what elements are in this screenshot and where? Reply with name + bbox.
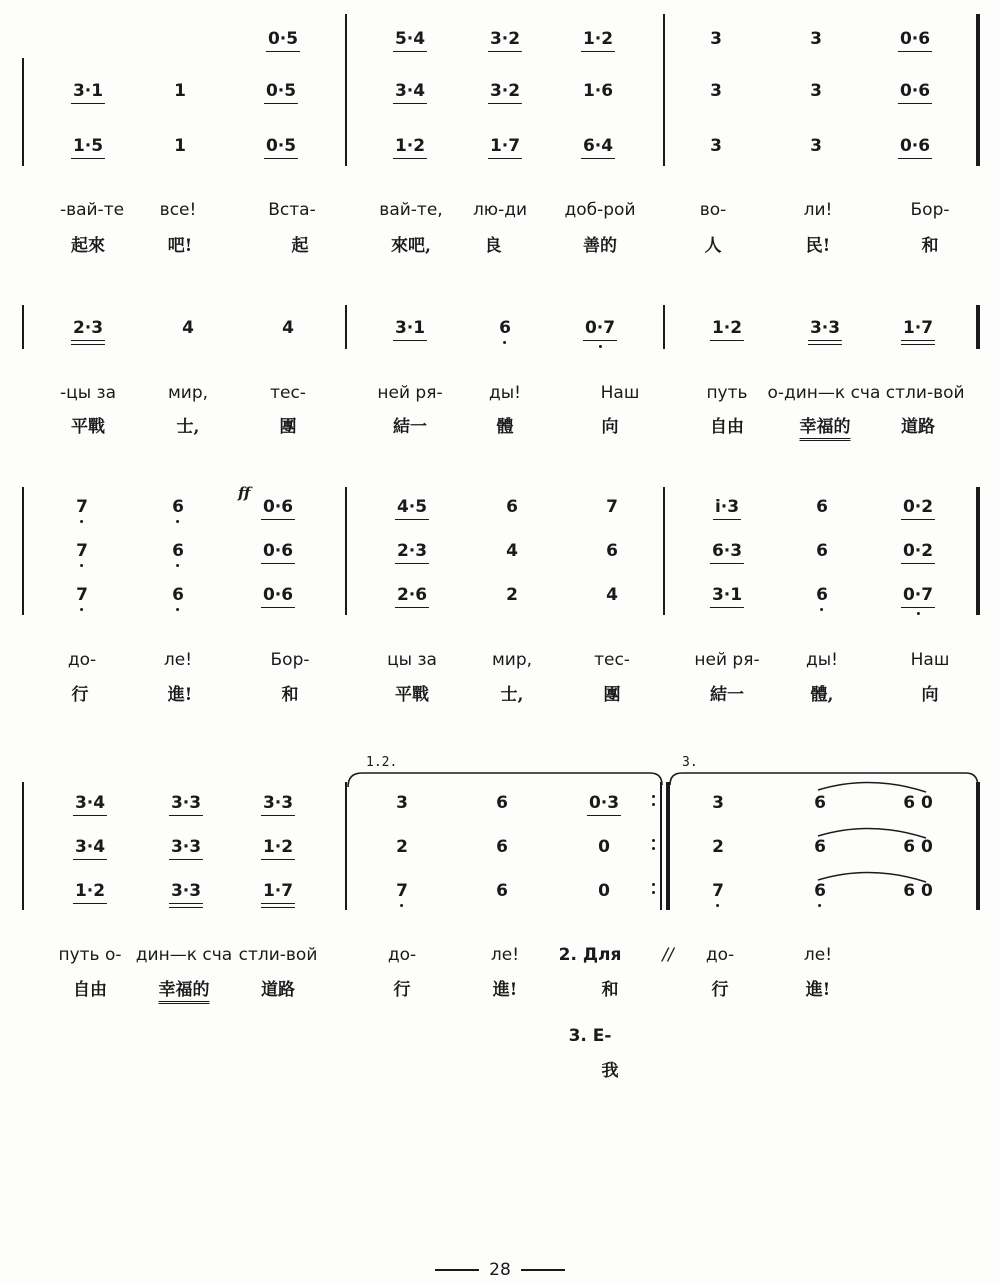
- lyric-ru: до-: [705, 945, 735, 965]
- lyric-ru: цы за: [387, 650, 437, 670]
- barline: [663, 14, 665, 166]
- note: 7: [76, 496, 88, 518]
- lyric-ru: Бор-: [270, 650, 310, 670]
- note: 3·2: [489, 81, 521, 101]
- lyric-cn: 道路: [261, 980, 295, 1000]
- lyric-cn: 起: [291, 236, 309, 256]
- lyric-cn: 結一: [393, 417, 427, 437]
- note: 4: [606, 585, 618, 605]
- note: 7: [712, 880, 724, 902]
- note: 6 0: [903, 837, 933, 857]
- lyric-ru: вай-те,: [379, 200, 443, 220]
- lyric-cn: 幸福的: [800, 412, 851, 441]
- lyric-ru: ды!: [489, 383, 521, 403]
- note: 3: [810, 136, 822, 156]
- note: 0·6: [899, 81, 931, 101]
- note: 6: [814, 837, 826, 857]
- barline: [22, 58, 24, 166]
- lyric-cn: 體,: [810, 685, 834, 705]
- lyric-cn: 團: [279, 417, 297, 437]
- volta-label-2: 3.: [682, 755, 698, 770]
- note: 3·3: [262, 793, 294, 813]
- note: 1·2: [262, 837, 294, 857]
- barline: [663, 305, 665, 349]
- lyric-cn: 行: [393, 980, 411, 1000]
- note: 3·4: [394, 81, 426, 101]
- note: 2: [396, 837, 408, 857]
- note: i·3: [714, 497, 740, 517]
- lyric-cn: 良: [484, 236, 502, 256]
- note: 3: [396, 793, 408, 813]
- note: 3·4: [74, 837, 106, 857]
- lyric-ru: до-: [67, 650, 97, 670]
- note: 3: [710, 81, 722, 101]
- note: 1·2: [394, 136, 426, 156]
- note: 5·4: [394, 29, 426, 49]
- lyric-cn: 民!: [805, 236, 831, 256]
- lyric-ru: ле!: [490, 945, 520, 965]
- note: 1: [174, 136, 186, 156]
- lyric-ru: путь: [706, 383, 748, 403]
- lyric-cn: 幸福的: [159, 975, 210, 1004]
- note: 0·6: [262, 541, 294, 561]
- barline: [345, 487, 347, 615]
- note: 7: [606, 497, 618, 517]
- note: 3·1: [711, 585, 743, 605]
- lyric-cn: 體: [496, 417, 514, 437]
- note: 6 0: [903, 881, 933, 901]
- lyric-ru: мир,: [491, 650, 533, 670]
- note: 6: [172, 584, 184, 606]
- lyric-cn: 自由: [73, 980, 107, 1000]
- lyric-ru: ле!: [803, 945, 833, 965]
- note: 6: [814, 880, 826, 902]
- dynamic-marking: ff: [238, 484, 251, 502]
- lyric-cn: 士,: [176, 417, 200, 437]
- repeat-sign: [652, 878, 656, 899]
- lyric-cn: 善的: [583, 236, 617, 256]
- note: 6 0: [903, 793, 933, 813]
- note: 3: [710, 29, 722, 49]
- note: 0·6: [262, 497, 294, 517]
- note: 4: [506, 541, 518, 561]
- lyric-ru: Бор-: [910, 200, 950, 220]
- note: 1·2: [74, 881, 106, 901]
- note: 6·4: [582, 136, 614, 156]
- lyric-ru: во-: [699, 200, 727, 220]
- note: 0·2: [902, 497, 934, 517]
- note: 0·7: [585, 317, 615, 339]
- lyric-cn: 平戰: [395, 685, 429, 705]
- note: 0·5: [265, 136, 297, 156]
- note: 6: [499, 317, 511, 339]
- note: 0·2: [902, 541, 934, 561]
- note: 3·2: [489, 29, 521, 49]
- note: 3·3: [809, 318, 841, 338]
- note: 7: [76, 584, 88, 606]
- note: 1·7: [489, 136, 521, 156]
- lyric-cn: 人: [704, 236, 722, 256]
- lyric-ru: доб-рой: [564, 200, 636, 220]
- lyric-ru: Наш: [600, 383, 640, 403]
- note: 0·5: [265, 81, 297, 101]
- note: 6: [814, 793, 826, 813]
- lyric-cn: 來吧,: [391, 236, 431, 256]
- lyric-cn: 行: [711, 980, 729, 1000]
- barline: [22, 305, 24, 349]
- lyric-ru: ле!: [163, 650, 193, 670]
- note: 6: [172, 496, 184, 518]
- verse-3-cn: 我: [601, 1061, 619, 1081]
- note: 3·4: [74, 793, 106, 813]
- note: 4: [182, 318, 194, 338]
- barline: [22, 487, 24, 615]
- lyric-cn: 進!: [492, 980, 518, 1000]
- barline: [660, 782, 662, 910]
- lyric-cn: 結一: [710, 685, 744, 705]
- lyric-cn: 平戰: [71, 417, 105, 437]
- repeat-sign: [652, 834, 656, 855]
- barline: [976, 14, 980, 166]
- barline: [345, 305, 347, 349]
- note: 1·6: [582, 81, 614, 101]
- note: 6: [172, 540, 184, 562]
- note: 3·3: [170, 881, 202, 901]
- note: 6: [816, 584, 828, 606]
- lyric-ru: стли-вой: [238, 945, 318, 965]
- note: 6·3: [711, 541, 743, 561]
- note: 6: [606, 541, 618, 561]
- barline: [976, 782, 980, 910]
- note: 0·5: [267, 29, 299, 49]
- note: 3·3: [170, 793, 202, 813]
- lyric-ru: 2. Для: [558, 945, 622, 965]
- note: 0·3: [588, 793, 620, 813]
- lyric-ru: ней ря-: [377, 383, 443, 403]
- lyric-ru: -цы за: [60, 383, 116, 403]
- lyric-ru: дин—к сча: [135, 945, 233, 965]
- note: 4·5: [396, 497, 428, 517]
- lyric-cn: 和: [601, 980, 619, 1000]
- lyric-cn: 行: [71, 685, 89, 705]
- note: 4: [282, 318, 294, 338]
- note: 1·2: [582, 29, 614, 49]
- lyric-cn: 道路: [901, 417, 935, 437]
- lyric-cn: 向: [601, 417, 619, 437]
- lyric-cn: 士,: [500, 685, 524, 705]
- note: 0·6: [899, 136, 931, 156]
- note: 6: [816, 497, 828, 517]
- note: 6: [496, 837, 508, 857]
- note: 7: [396, 880, 408, 902]
- lyric-ru: Наш: [910, 650, 950, 670]
- volta-label-1: 1.2.: [366, 755, 398, 770]
- lyric-cn: 和: [281, 685, 299, 705]
- note: 7: [76, 540, 88, 562]
- barline: [345, 782, 347, 910]
- note: 3: [810, 29, 822, 49]
- repeat-sign: [652, 790, 656, 811]
- lyric-ru: тес-: [270, 383, 306, 403]
- verse-3-label: 3. Е-: [568, 1026, 612, 1046]
- lyric-cn: 進!: [805, 980, 831, 1000]
- lyric-ru: путь о-: [58, 945, 122, 965]
- lyric-ru: -вай-те: [59, 200, 125, 220]
- note: 6: [816, 541, 828, 561]
- lyric-ru: //: [662, 945, 674, 965]
- lyric-cn: 吧!: [167, 236, 193, 256]
- lyric-cn: 進!: [167, 685, 193, 705]
- note: 2·6: [396, 585, 428, 605]
- note: 2·3: [72, 318, 104, 338]
- note: 2: [712, 837, 724, 857]
- note: 6: [496, 881, 508, 901]
- note: 3·1: [394, 318, 426, 338]
- lyric-cn: 自由: [710, 417, 744, 437]
- note: 0·7: [903, 584, 933, 606]
- note: 0: [598, 881, 610, 901]
- note: 0·6: [899, 29, 931, 49]
- barline: [976, 487, 980, 615]
- barline: [976, 305, 980, 349]
- note: 6: [506, 497, 518, 517]
- note: 2: [506, 585, 518, 605]
- lyric-cn: 團: [603, 685, 621, 705]
- lyric-ru: мир,: [167, 383, 209, 403]
- page-number: 28: [0, 1260, 1000, 1280]
- lyric-ru: все!: [159, 200, 197, 220]
- note: 3: [710, 136, 722, 156]
- note: 1·5: [72, 136, 104, 156]
- note: 1·7: [902, 318, 934, 338]
- lyric-cn: 和: [921, 236, 939, 256]
- lyric-ru: ды!: [806, 650, 838, 670]
- lyric-ru: ли!: [803, 200, 833, 220]
- lyric-ru: Вста-: [268, 200, 316, 220]
- note: 6: [496, 793, 508, 813]
- lyric-ru: тес-: [594, 650, 630, 670]
- lyric-ru: лю-ди: [472, 200, 528, 220]
- lyric-cn: 向: [921, 685, 939, 705]
- note: 2·3: [396, 541, 428, 561]
- note: 1·2: [711, 318, 743, 338]
- note: 1·7: [262, 881, 294, 901]
- barline: [345, 14, 347, 166]
- barline: [663, 487, 665, 615]
- note: 3·3: [170, 837, 202, 857]
- note: 3: [712, 793, 724, 813]
- lyric-ru: ней ря-: [694, 650, 760, 670]
- lyric-ru: о-дин—к сча стли-вой: [767, 383, 965, 403]
- barline: [666, 782, 670, 910]
- note: 0·6: [262, 585, 294, 605]
- lyric-ru: до-: [387, 945, 417, 965]
- barline: [22, 782, 24, 910]
- lyric-cn: 起來: [71, 236, 105, 256]
- note: 0: [598, 837, 610, 857]
- note: 1: [174, 81, 186, 101]
- note: 3: [810, 81, 822, 101]
- note: 3·1: [72, 81, 104, 101]
